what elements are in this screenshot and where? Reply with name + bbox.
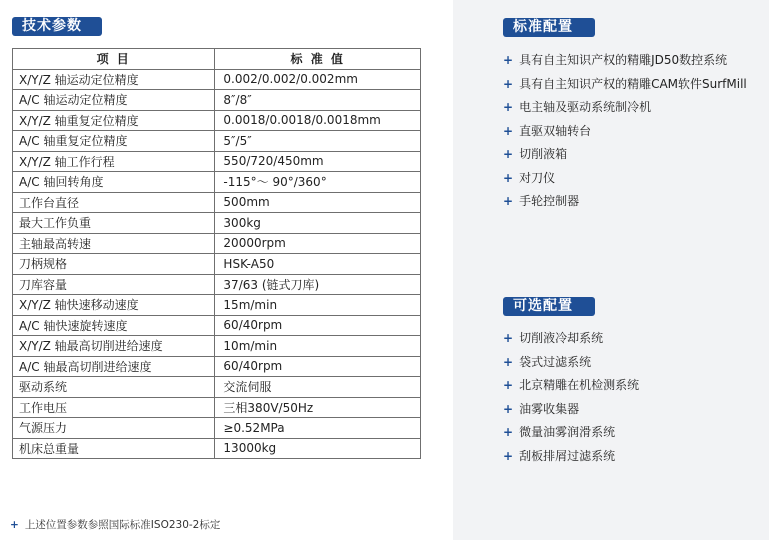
param-value: 0.0018/0.0018/0.0018mm xyxy=(215,110,421,131)
plus-icon: + xyxy=(10,519,19,531)
param-name: A/C 轴重复定位精度 xyxy=(13,131,215,152)
list-item xyxy=(503,50,747,74)
list-item-label: 油雾收集器 xyxy=(519,401,580,416)
list-item-label: 具有自主知识产权的精雕JD50数控系统 xyxy=(519,53,728,67)
plus-icon: + xyxy=(503,331,514,345)
table-row xyxy=(13,356,421,377)
list-item-label: 具有自主知识产权的精雕CAM软件SurfMill xyxy=(519,76,747,91)
param-value: 交流伺服 xyxy=(215,377,421,398)
param-value: 三相380V/50Hz xyxy=(215,397,421,418)
param-name: X/Y/Z 轴快速移动速度 xyxy=(13,295,215,316)
plus-icon: + xyxy=(503,378,514,392)
param-value: HSK-A50 xyxy=(215,254,421,275)
list-item-label: 手轮控制器 xyxy=(519,194,580,208)
table-row xyxy=(13,213,421,234)
header-value: 标 准 值 xyxy=(215,49,421,70)
list-item-label: 切削液箱 xyxy=(519,147,568,161)
param-name: X/Y/Z 轴重复定位精度 xyxy=(13,110,215,131)
table-row xyxy=(13,151,421,172)
param-name: 机床总重量 xyxy=(13,438,215,459)
list-item xyxy=(503,446,639,470)
plus-icon: + xyxy=(503,194,514,208)
param-name: 气源压力 xyxy=(13,418,215,439)
param-value: 5″/5″ xyxy=(215,131,421,152)
list-item-label: 刮板排屑过滤系统 xyxy=(519,448,616,463)
list-item xyxy=(503,97,747,121)
header-item: 项 目 xyxy=(13,49,215,70)
table-row xyxy=(13,377,421,398)
param-name: 工作台直径 xyxy=(13,192,215,213)
list-item xyxy=(503,399,639,423)
param-value: 300kg xyxy=(215,213,421,234)
param-name: 刀库容量 xyxy=(13,274,215,295)
param-value: 15m/min xyxy=(215,295,421,316)
param-name: X/Y/Z 轴最高切削进给速度 xyxy=(13,336,215,357)
param-value: 60/40rpm xyxy=(215,356,421,377)
list-item-label: 微量油雾润滑系统 xyxy=(519,425,616,439)
table-row xyxy=(13,397,421,418)
param-name: 刀柄规格 xyxy=(13,254,215,275)
plus-icon: + xyxy=(503,401,514,416)
param-value: 0.002/0.002/0.002mm xyxy=(215,69,421,90)
list-item xyxy=(503,168,747,192)
list-item xyxy=(503,328,639,352)
param-value: 13000kg xyxy=(215,438,421,459)
param-name: A/C 轴快速旋转速度 xyxy=(13,315,215,336)
table-row xyxy=(13,438,421,459)
param-name: A/C 轴最高切削进给速度 xyxy=(13,356,215,377)
param-name: 主轴最高转速 xyxy=(13,233,215,254)
list-item-label: 切削液冷却系统 xyxy=(519,331,604,345)
table-row xyxy=(13,274,421,295)
list-item-label: 电主轴及驱动系统制冷机 xyxy=(519,100,652,114)
table-row xyxy=(13,90,421,111)
param-value: 8″/8″ xyxy=(215,90,421,111)
param-name: X/Y/Z 轴运动定位精度 xyxy=(13,69,215,90)
tech-spec-title: 技术参数 xyxy=(12,17,102,36)
param-name: 驱动系统 xyxy=(13,377,215,398)
table-header-row xyxy=(13,49,421,70)
list-item xyxy=(503,422,639,446)
standard-config-list xyxy=(503,50,747,215)
footnote-text: 上述位置参数参照国际标准ISO230-2标定 xyxy=(24,519,221,531)
param-value: 20000rpm xyxy=(215,233,421,254)
param-value: -115°～ 90°/360° xyxy=(215,172,421,193)
list-item-label: 袋式过滤系统 xyxy=(519,354,592,369)
param-value: 10m/min xyxy=(215,336,421,357)
plus-icon: + xyxy=(503,100,514,114)
param-value: 550/720/450mm xyxy=(215,151,421,172)
plus-icon: + xyxy=(503,76,514,91)
list-item xyxy=(503,191,747,215)
table-row xyxy=(13,192,421,213)
list-item xyxy=(503,144,747,168)
table-row xyxy=(13,315,421,336)
plus-icon: + xyxy=(503,354,514,369)
param-name: 最大工作负重 xyxy=(13,213,215,234)
table-row xyxy=(13,69,421,90)
footnote xyxy=(10,517,220,532)
standard-config-title: 标准配置 xyxy=(503,18,595,37)
optional-config-list xyxy=(503,328,639,469)
param-value: ≥0.52MPa xyxy=(215,418,421,439)
plus-icon: + xyxy=(503,53,514,67)
param-value: 500mm xyxy=(215,192,421,213)
optional-config-title: 可选配置 xyxy=(503,297,595,316)
table-row xyxy=(13,418,421,439)
table-row xyxy=(13,295,421,316)
param-name: A/C 轴回转角度 xyxy=(13,172,215,193)
param-name: A/C 轴运动定位精度 xyxy=(13,90,215,111)
plus-icon: + xyxy=(503,147,514,161)
param-name: 工作电压 xyxy=(13,397,215,418)
table-row xyxy=(13,336,421,357)
plus-icon: + xyxy=(503,123,514,138)
table-row xyxy=(13,233,421,254)
tech-spec-table xyxy=(12,48,421,459)
table-body xyxy=(13,69,421,459)
plus-icon: + xyxy=(503,448,514,463)
table-row xyxy=(13,110,421,131)
list-item-label: 对刀仪 xyxy=(519,170,556,185)
list-item xyxy=(503,375,639,399)
param-name: X/Y/Z 轴工作行程 xyxy=(13,151,215,172)
plus-icon: + xyxy=(503,170,514,185)
table-row xyxy=(13,172,421,193)
table-row xyxy=(13,131,421,152)
param-value: 37/63 (链式刀库) xyxy=(215,274,421,295)
table-row xyxy=(13,254,421,275)
list-item xyxy=(503,121,747,145)
param-value: 60/40rpm xyxy=(215,315,421,336)
list-item xyxy=(503,74,747,98)
list-item-label: 北京精雕在机检测系统 xyxy=(519,378,640,392)
list-item xyxy=(503,352,639,376)
plus-icon: + xyxy=(503,425,514,439)
list-item-label: 直驱双轴转台 xyxy=(519,123,592,138)
